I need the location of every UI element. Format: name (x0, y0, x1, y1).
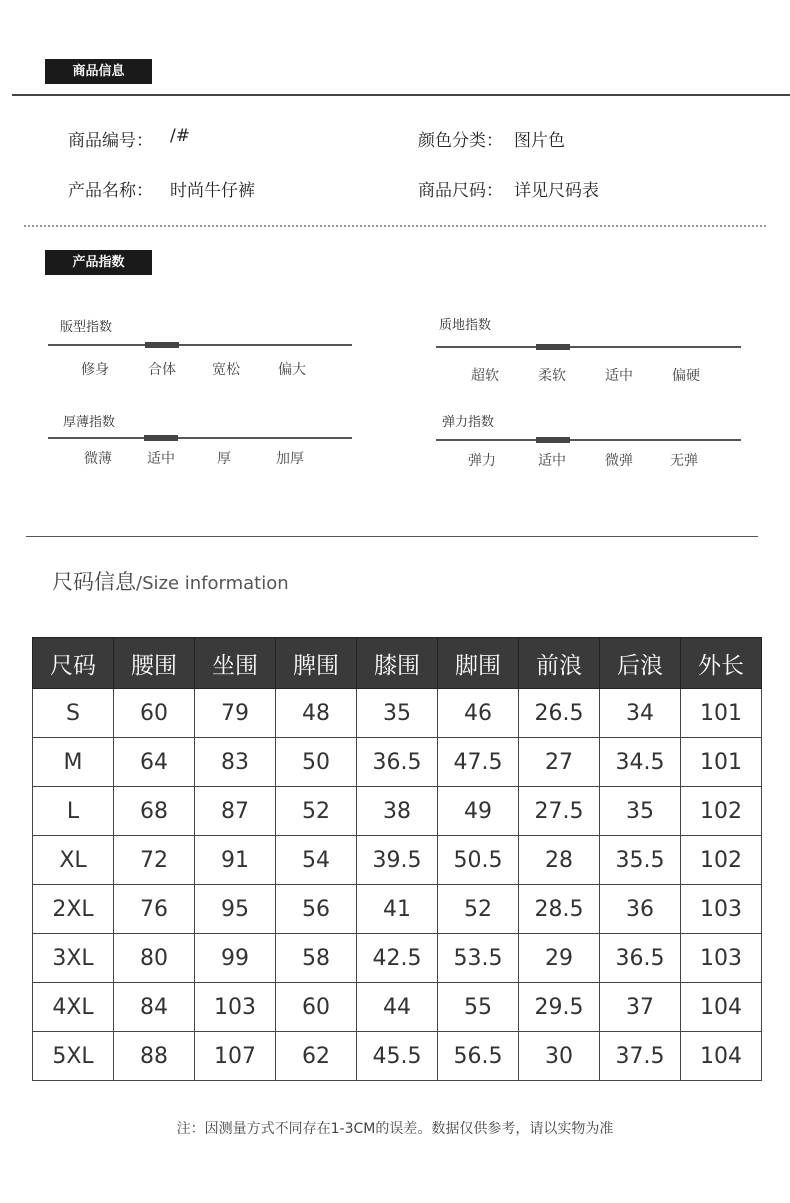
size-cell: L (33, 787, 114, 836)
table-header: 腰围 (114, 638, 195, 689)
measurement-cell: 104 (681, 983, 762, 1032)
measurement-cell: 62 (276, 1032, 357, 1081)
measurement-cell: 102 (681, 787, 762, 836)
measurement-cell: 55 (438, 983, 519, 1032)
table-header: 脾围 (276, 638, 357, 689)
measurement-cell: 99 (195, 934, 276, 983)
table-header: 坐围 (195, 638, 276, 689)
measurement-cell: 36 (600, 885, 681, 934)
texture-option: 偏硬 (672, 368, 700, 384)
measurement-cell: 50.5 (438, 836, 519, 885)
fit-option: 修身 (81, 362, 109, 378)
thickness-option: 微薄 (84, 451, 112, 467)
size-cell: S (33, 689, 114, 738)
measurement-cell: 95 (195, 885, 276, 934)
measurement-cell: 91 (195, 836, 276, 885)
measurement-cell: 58 (276, 934, 357, 983)
measurement-cell: 29 (519, 934, 600, 983)
size-info-title-en: /Size information (136, 573, 289, 594)
measurement-cell: 64 (114, 738, 195, 787)
measurement-cell: 101 (681, 738, 762, 787)
fit-index-title: 版型指数 (60, 320, 113, 335)
texture-option: 柔软 (538, 368, 566, 384)
measurement-cell: 38 (357, 787, 438, 836)
texture-option: 超软 (471, 368, 499, 384)
measurement-cell: 27 (519, 738, 600, 787)
measurement-cell: 28.5 (519, 885, 600, 934)
measurement-cell: 37.5 (600, 1032, 681, 1081)
measurement-cell: 103 (681, 885, 762, 934)
measurement-cell: 34.5 (600, 738, 681, 787)
size-cell: M (33, 738, 114, 787)
measurement-cell: 26.5 (519, 689, 600, 738)
texture-index-marker (536, 344, 570, 350)
elasticity-option: 适中 (538, 453, 566, 469)
measurement-cell: 46 (438, 689, 519, 738)
measurement-note: 注：因测量方式不同存在1-3CM的误差。数据仅供参考，请以实物为准 (176, 1121, 614, 1137)
table-row (33, 934, 762, 983)
thickness-option: 加厚 (276, 451, 304, 467)
table-row (33, 787, 762, 836)
measurement-cell: 52 (276, 787, 357, 836)
table-header: 脚围 (438, 638, 519, 689)
fit-option: 偏大 (278, 362, 306, 378)
size-label: 商品尺码： (418, 181, 503, 201)
product-number-label: 商品编号： (68, 131, 153, 151)
size-cell: 3XL (33, 934, 114, 983)
measurement-cell: 41 (357, 885, 438, 934)
measurement-cell: 48 (276, 689, 357, 738)
measurement-cell: 107 (195, 1032, 276, 1081)
measurement-cell: 42.5 (357, 934, 438, 983)
elasticity-option: 无弹 (670, 453, 698, 469)
measurement-cell: 44 (357, 983, 438, 1032)
color-label: 颜色分类： (418, 131, 503, 151)
measurement-cell: 52 (438, 885, 519, 934)
elasticity-option: 微弹 (605, 453, 633, 469)
product-name-value: 时尚牛仔裤 (170, 181, 255, 201)
measurement-cell: 30 (519, 1032, 600, 1081)
measurement-cell: 84 (114, 983, 195, 1032)
measurement-cell: 29.5 (519, 983, 600, 1032)
texture-index-line (436, 346, 741, 348)
measurement-cell: 49 (438, 787, 519, 836)
measurement-cell: 27.5 (519, 787, 600, 836)
size-cell: 2XL (33, 885, 114, 934)
thickness-option: 适中 (147, 451, 175, 467)
product-number-value: /# (170, 126, 190, 146)
measurement-cell: 68 (114, 787, 195, 836)
size-cell: 4XL (33, 983, 114, 1032)
measurement-cell: 56 (276, 885, 357, 934)
size-table (32, 637, 762, 1081)
measurement-cell: 35 (600, 787, 681, 836)
elasticity-option: 弹力 (468, 453, 496, 469)
table-header: 尺码 (33, 638, 114, 689)
thickness-index-marker (144, 435, 178, 441)
measurement-cell: 88 (114, 1032, 195, 1081)
measurement-cell: 47.5 (438, 738, 519, 787)
measurement-cell: 35 (357, 689, 438, 738)
section-divider (26, 536, 758, 537)
measurement-cell: 102 (681, 836, 762, 885)
elasticity-index-line (436, 439, 741, 441)
table-header: 膝围 (357, 638, 438, 689)
size-cell: 5XL (33, 1032, 114, 1081)
measurement-cell: 79 (195, 689, 276, 738)
fit-index-marker (145, 342, 179, 348)
thickness-option: 厚 (217, 451, 231, 467)
measurement-cell: 83 (195, 738, 276, 787)
measurement-cell: 34 (600, 689, 681, 738)
measurement-cell: 45.5 (357, 1032, 438, 1081)
measurement-cell: 104 (681, 1032, 762, 1081)
size-info-title (52, 566, 289, 596)
product-name-label: 产品名称： (68, 181, 153, 201)
size-info-title-cn: 尺码信息 (52, 570, 136, 594)
color-value: 图片色 (514, 131, 565, 151)
size-value: 详见尺码表 (514, 181, 599, 201)
table-header: 外长 (681, 638, 762, 689)
measurement-cell: 50 (276, 738, 357, 787)
texture-index-title: 质地指数 (439, 318, 492, 333)
table-header: 前浪 (519, 638, 600, 689)
measurement-cell: 37 (600, 983, 681, 1032)
measurement-cell: 101 (681, 689, 762, 738)
table-row (33, 1032, 762, 1081)
measurement-cell: 56.5 (438, 1032, 519, 1081)
measurement-cell: 87 (195, 787, 276, 836)
product-info-tag: 商品信息 (45, 59, 152, 84)
measurement-cell: 80 (114, 934, 195, 983)
measurement-cell: 103 (195, 983, 276, 1032)
measurement-cell: 53.5 (438, 934, 519, 983)
thickness-index-line (48, 437, 352, 439)
fit-option: 合体 (148, 362, 176, 378)
size-cell: XL (33, 836, 114, 885)
table-row (33, 983, 762, 1032)
thickness-index-title: 厚薄指数 (63, 415, 116, 430)
measurement-cell: 36.5 (357, 738, 438, 787)
table-header: 后浪 (600, 638, 681, 689)
table-row (33, 885, 762, 934)
table-header-row (33, 638, 762, 689)
table-row (33, 689, 762, 738)
measurement-cell: 28 (519, 836, 600, 885)
section-divider (12, 94, 790, 96)
measurement-cell: 103 (681, 934, 762, 983)
measurement-cell: 39.5 (357, 836, 438, 885)
measurement-cell: 35.5 (600, 836, 681, 885)
elasticity-index-title: 弹力指数 (442, 415, 495, 430)
fit-index-line (48, 344, 352, 346)
measurement-cell: 72 (114, 836, 195, 885)
measurement-cell: 76 (114, 885, 195, 934)
table-row (33, 738, 762, 787)
table-row (33, 836, 762, 885)
dotted-divider (24, 225, 766, 227)
fit-option: 宽松 (212, 362, 240, 378)
measurement-cell: 36.5 (600, 934, 681, 983)
measurement-cell: 60 (114, 689, 195, 738)
elasticity-index-marker (536, 437, 570, 443)
product-index-tag: 产品指数 (45, 250, 152, 275)
measurement-cell: 54 (276, 836, 357, 885)
measurement-cell: 60 (276, 983, 357, 1032)
texture-option: 适中 (605, 368, 633, 384)
